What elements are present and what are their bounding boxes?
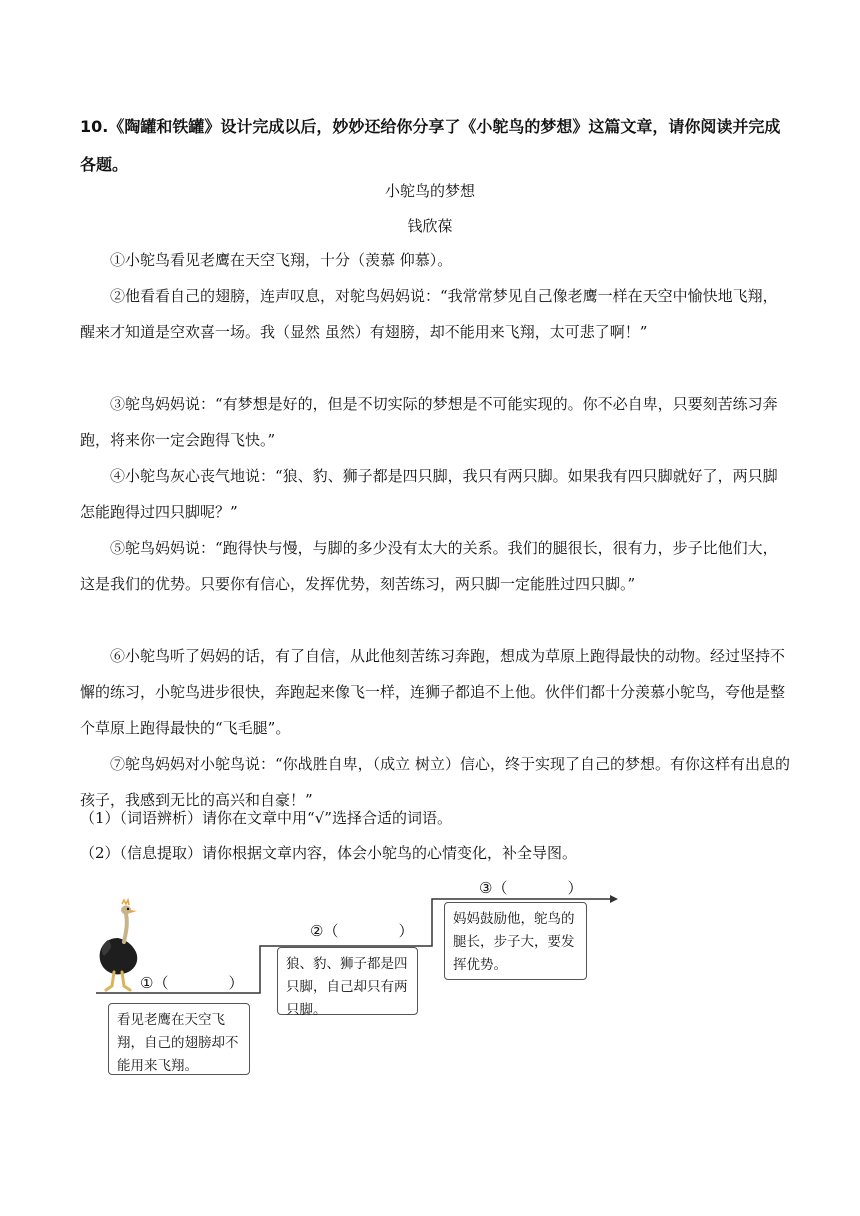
answer-slot-1[interactable]: ①（ ）: [140, 974, 244, 992]
answer-slot-2[interactable]: ②（ ）: [310, 922, 414, 940]
mood-flow-diagram: [0, 870, 860, 1090]
article-author: 钱欣葆: [407, 217, 453, 235]
paragraph-1: ①小鸵鸟看见老鹰在天空飞翔，十分（羡慕 仰慕）。: [110, 251, 453, 269]
ostrich-icon: [100, 900, 138, 990]
article-title: 小鸵鸟的梦想: [384, 182, 475, 200]
question-heading: 10.《陶罐和铁罐》设计完成以后，妙妙还给你分享了《小鸵鸟的梦想》这篇文章，请你阅读并完成各题。: [80, 117, 781, 174]
paragraph-3: ③鸵鸟妈妈说：“有梦想是好的，但是不切实际的梦想是不可能实现的。你不必自卑，只要刻苦练习奔跑，将来你一定会跑得飞快。”: [80, 395, 778, 449]
arrow-head-icon: [610, 895, 618, 903]
paragraph-7: ⑦鸵鸟妈妈对小鸵鸟说：“你战胜自卑，（成立 树立）信心，终于实现了自己的梦想。有你这样有出息的孩子，我感到无比的高兴和自豪！”: [80, 755, 790, 809]
paragraph-2: ②他看看自己的翅膀，连声叹息，对鸵鸟妈妈说：“我常常梦见自己像老鹰一样在天空中愉快地飞翔，醒来才知道是空欢喜一场。我（显然 虽然）有翅膀，却不能用来飞翔，太可悲了啊！”: [80, 287, 778, 341]
paragraph-4: ④小鸵鸟灰心丧气地说：“狼、豹、狮子都是四只脚，我只有两只脚。如果我有四只脚就好了，两只脚怎能跑得过四只脚呢？”: [80, 467, 778, 521]
sub-question-1: （1）（词语辨析）请你在文章中用“√”选择合适的词语。: [80, 809, 452, 827]
event-box-1: 看见老鹰在天空飞翔，自己的翅膀却不能用来飞翔。: [108, 1003, 250, 1075]
paragraph-5: ⑤鸵鸟妈妈说：“跑得快与慢，与脚的多少没有太大的关系。我们的腿很长，很有力，步子比他们大，这是我们的优势。只要你有信心，发挥优势，刻苦练习，两只脚一定能胜过四只脚。”: [80, 539, 778, 593]
event-box-3: 妈妈鼓励他，鸵鸟的腿长，步子大，要发挥优势。: [444, 902, 587, 980]
paragraph-6: ⑥小鸵鸟听了妈妈的话，有了自信，从此他刻苦练习奔跑，想成为草原上跑得最快的动物。经过坚持不懈的练习，小鸵鸟进步很快，奔跑起来像飞一样，连狮子都追不上他。伙伴们都十分羡慕小鸵鸟，夸他是整个草原上跑得最快的“飞毛腿”。: [80, 647, 786, 737]
answer-slot-3[interactable]: ③（ ）: [479, 879, 583, 897]
sub-question-2: （2）（信息提取）请你根据文章内容，体会小鸵鸟的心情变化，补全导图。: [80, 844, 578, 862]
event-box-2: 狼、豹、狮子都是四只脚，自己却只有两只脚。: [277, 947, 418, 1015]
